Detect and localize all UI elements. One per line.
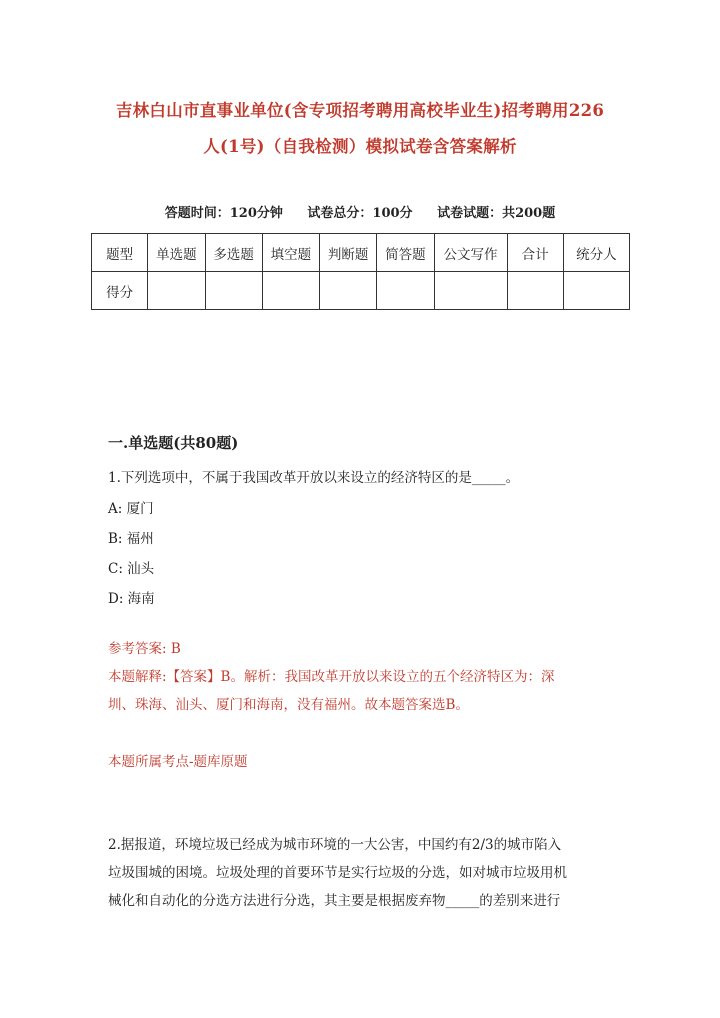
score-table-header-row: [92, 234, 630, 272]
header-cell: 填空题: [262, 234, 319, 272]
exam-question-count: 试卷试题：共200题: [437, 206, 556, 221]
header-cell: 合计: [507, 234, 563, 272]
header-cell: 简答题: [377, 234, 434, 272]
header-cell: 单选题: [148, 234, 205, 272]
score-row-label: 得分: [92, 272, 148, 310]
header-cell: 公文写作: [434, 234, 507, 272]
header-cell: 判断题: [320, 234, 377, 272]
question-1-stem: 1.下列选项中，不属于我国改革开放以来设立的经济特区的是_____。: [108, 470, 520, 486]
question-1-option-b: B: 福州: [108, 531, 154, 547]
score-cell: [320, 272, 377, 310]
doc-title-line-2: 人(1号)（自我检测）模拟试卷含答案解析: [203, 137, 517, 156]
exam-meta: [0, 202, 720, 221]
question-1-explanation-line-1: 本题解释:【答案】B。解析：我国改革开放以来设立的五个经济特区为：深: [108, 669, 555, 685]
header-cell: 统分人: [563, 234, 629, 272]
header-cell: 题型: [92, 234, 148, 272]
question-2-line-1: 2.据报道，环境垃圾已经成为城市环境的一大公害，中国约有2/3的城市陷入: [108, 837, 562, 853]
question-2-line-2: 垃圾围城的困境。垃圾处理的首要环节是实行垃圾的分选，如对城市垃圾用机: [108, 865, 567, 881]
question-1-topic: 本题所属考点-题库原题: [108, 754, 248, 770]
header-cell: 多选题: [205, 234, 262, 272]
question-1-option-d: D: 海南: [108, 591, 155, 607]
score-cell: [563, 272, 629, 310]
score-cell: [434, 272, 507, 310]
section-heading: 一.单选题(共80题): [108, 434, 239, 452]
score-cell: [148, 272, 205, 310]
doc-title-line-1: 吉林白山市直事业单位(含专项招考聘用高校毕业生)招考聘用226: [115, 101, 605, 120]
question-1-option-a: A: 厦门: [108, 501, 154, 517]
score-cell: [262, 272, 319, 310]
score-table: [91, 233, 630, 310]
exam-time: 答题时间：120分钟: [164, 206, 283, 221]
question-1-answer: 参考答案: B: [108, 641, 181, 657]
question-1-option-c: C: 汕头: [108, 561, 155, 577]
score-table-score-row: [92, 272, 630, 310]
question-1-explanation-line-2: 圳、珠海、汕头、厦门和海南，没有福州。故本题答案选B。: [108, 697, 469, 713]
score-cell: [205, 272, 262, 310]
exam-total-score: 试卷总分：100分: [307, 206, 413, 221]
score-cell: [507, 272, 563, 310]
score-cell: [377, 272, 434, 310]
question-2-line-3: 械化和自动化的分选方法进行分选，其主要是根据废弃物_____的差别来进行: [108, 893, 561, 909]
